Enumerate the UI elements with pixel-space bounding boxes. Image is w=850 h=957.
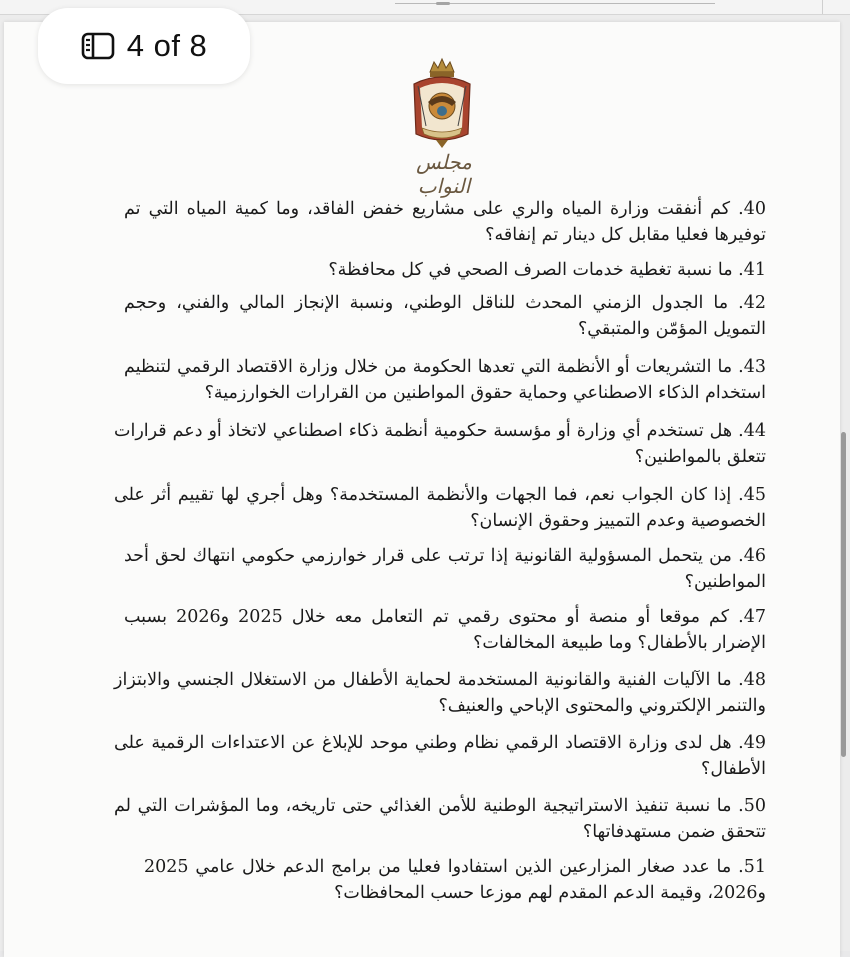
question-number: 46.	[738, 546, 766, 566]
question-item	[124, 604, 766, 656]
question-text: ما عدد صغار المزارعين الذين استفادوا فعليا من برامج الدعم خلال عامي 2025 و2026، وقيمة الدعم المقدم لهم موزعا حسب المحافظات؟	[144, 857, 766, 903]
question-text: كم أنفقت وزارة المياه والري على مشاريع خفض الفاقد، وما كمية المياه التي تم توفيرها فعليا مقابل كل دينار تم إنفاقه؟	[124, 199, 766, 245]
question-item	[304, 257, 766, 283]
question-number: 42.	[738, 293, 766, 313]
question-text: كم موقعا أو منصة أو محتوى رقمي تم التعامل معه خلال 2025 و2026 بسبب الإضرار بالأطفال؟ وما طبيعة المخالفات؟	[124, 607, 766, 653]
question-text: هل تستخدم أي وزارة أو مؤسسة حكومية أنظمة ذكاء اصطناعي لاتخاذ أو دعم قرارات تتعلق بالمواطنين؟	[114, 421, 766, 467]
question-item	[124, 290, 766, 342]
document-page	[4, 22, 840, 957]
question-text: ما نسبة تنفيذ الاستراتيجية الوطنية للأمن الغذائي حتى تاريخه، وما المؤشرات التي لم تتحقق ضمن مستهدفاتها؟	[114, 796, 766, 842]
question-text: ما التشريعات أو الأنظمة التي تعدها الحكومة من خلال وزارة الاقتصاد الرقمي لتنظيم استخدام الذكاء الاصطناعي وحماية حقوق المواطنين من القرارات الخوارزمية؟	[124, 357, 766, 403]
question-number: 43.	[738, 357, 766, 377]
question-text: ما الآليات الفنية والقانونية المستخدمة لحماية الأطفال من الاستغلال الجنسي والابتزاز والتنمر الإلكتروني والمحتوى الإباحي والعنيف؟	[114, 670, 766, 716]
question-number: 50.	[738, 796, 766, 816]
question-item	[114, 667, 766, 719]
question-text: ما الجدول الزمني المحدث للناقل الوطني، ونسبة الإنجاز المالي والفني، وحجم التمويل المؤمّن والمتبقي؟	[124, 293, 766, 339]
question-number: 47.	[738, 607, 766, 627]
scrollbar-thumb[interactable]	[841, 432, 846, 757]
question-item	[114, 418, 766, 470]
parliament-logo-text: مجلس النواب	[416, 150, 472, 198]
previous-page-border	[822, 0, 823, 14]
question-item	[114, 482, 766, 534]
question-text: إذا كان الجواب نعم، فما الجهات والأنظمة المستخدمة؟ وهل أجري لها تقييم أثر على الخصوصية وعدم التمييز وحقوق الإنسان؟	[114, 485, 766, 531]
question-text: ما نسبة تغطية خدمات الصرف الصحي في كل محافظة؟	[328, 260, 733, 280]
question-item	[124, 354, 766, 406]
page-indicator[interactable]	[38, 8, 250, 84]
question-item	[124, 196, 766, 248]
question-number: 41.	[738, 260, 766, 280]
question-number: 45.	[738, 485, 766, 505]
question-number: 49.	[738, 733, 766, 753]
question-text: من يتحمل المسؤولية القانونية إذا ترتب على قرار خوارزمي حكومي انتهاك لحق أحد المواطنين؟	[124, 546, 766, 592]
previous-page-mark	[436, 2, 450, 5]
questions-list	[4, 22, 840, 957]
question-text: هل لدى وزارة الاقتصاد الرقمي نظام وطني موحد للإبلاغ عن الاعتداءات الرقمية على الأطفال؟	[114, 733, 766, 779]
question-item	[124, 543, 766, 595]
question-item	[144, 854, 766, 906]
question-number: 40.	[738, 199, 766, 219]
question-number: 51.	[738, 857, 766, 877]
question-number: 48.	[738, 670, 766, 690]
question-number: 44.	[738, 421, 766, 441]
page-indicator-label: 4 of 8	[126, 28, 208, 63]
question-item	[114, 793, 766, 845]
question-item	[114, 730, 766, 782]
sidebar-panel-icon	[81, 31, 115, 61]
